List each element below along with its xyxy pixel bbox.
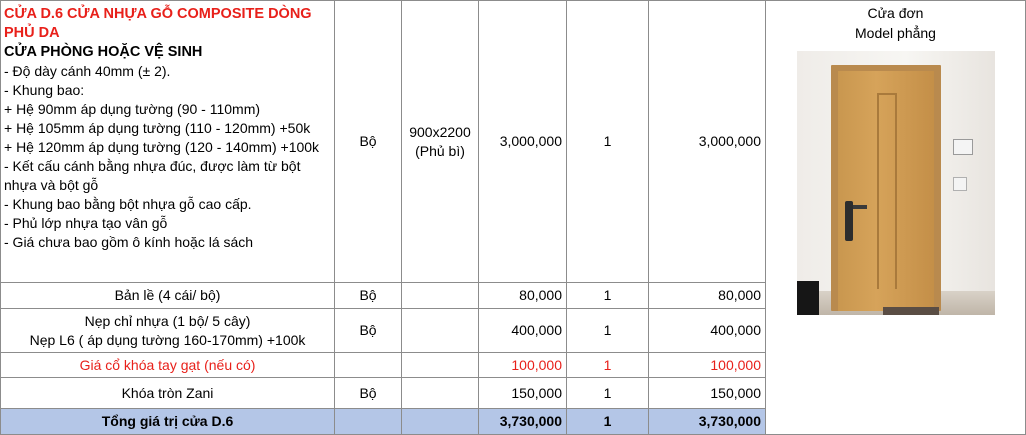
wall-switch bbox=[953, 139, 973, 155]
spec-line: - Khung bao bằng bột nhựa gỗ cao cấp. bbox=[4, 196, 252, 212]
row-hinge-size bbox=[402, 283, 479, 309]
row-lever-size bbox=[402, 353, 479, 378]
trim-line: Nẹp chỉ nhựa (1 bộ/ 5 cây) bbox=[84, 312, 251, 329]
total-amount: 3,730,000 bbox=[649, 409, 766, 435]
row-trim-name bbox=[1, 309, 335, 353]
photo-cabinet bbox=[797, 281, 819, 315]
row-hinge-unit: Bộ bbox=[335, 283, 402, 309]
row-trim-price: 400,000 bbox=[479, 309, 567, 353]
row-lever-price: 100,000 bbox=[479, 353, 567, 378]
door-lock bbox=[845, 201, 853, 241]
total-qty: 1 bbox=[567, 409, 649, 435]
product-subtitle: CỬA PHÒNG HOẶC VỆ SINH bbox=[4, 44, 203, 60]
product-price: 3,000,000 bbox=[479, 1, 567, 283]
product-qty: 1 bbox=[567, 1, 649, 283]
row-hinge-name: Bản lề (4 cái/ bộ) bbox=[1, 283, 335, 309]
row-hinge-price: 80,000 bbox=[479, 283, 567, 309]
row-trim-unit: Bộ bbox=[335, 309, 402, 353]
size-note: (Phủ bì) bbox=[415, 142, 465, 159]
product-title: CỬA D.6 CỬA NHỰA GỖ COMPOSITE DÒNG PHỦ DA bbox=[4, 6, 312, 41]
product-image-cell bbox=[766, 1, 1026, 435]
trim-line: Nẹp L6 ( áp dụng tường 160-170mm) +100k bbox=[29, 331, 306, 348]
door-mat bbox=[883, 307, 939, 315]
row-lever-amount: 100,000 bbox=[649, 353, 766, 378]
total-label: Tổng giá trị cửa D.6 bbox=[1, 409, 335, 435]
row-lock-name: Khóa tròn Zani bbox=[1, 378, 335, 409]
door-handle bbox=[853, 205, 867, 209]
row-trim-qty: 1 bbox=[567, 309, 649, 353]
spec-line: - Giá chưa bao gồm ô kính hoặc lá sách bbox=[4, 234, 254, 250]
spec-line: - Khung bao: bbox=[4, 82, 85, 98]
row-lock-size bbox=[402, 378, 479, 409]
product-amount: 3,000,000 bbox=[649, 1, 766, 283]
row-hinge-amount: 80,000 bbox=[649, 283, 766, 309]
door-groove bbox=[895, 93, 897, 289]
row-lever-name: Giá cổ khóa tay gạt (nếu có) bbox=[1, 353, 335, 378]
product-unit: Bộ bbox=[335, 1, 402, 283]
total-unit bbox=[335, 409, 402, 435]
door-leaf bbox=[838, 71, 934, 311]
size-value: 900x2200 bbox=[409, 123, 471, 140]
row-lever-unit bbox=[335, 353, 402, 378]
row-lock-amount: 150,000 bbox=[649, 378, 766, 409]
product-size bbox=[402, 1, 479, 283]
product-description bbox=[1, 1, 335, 283]
row-lock-unit: Bộ bbox=[335, 378, 402, 409]
row-hinge-qty: 1 bbox=[567, 283, 649, 309]
spec-line: + Hệ 105mm áp dụng tường (110 - 120mm) +50k bbox=[4, 120, 311, 136]
total-size bbox=[402, 409, 479, 435]
spec-line: + Hệ 90mm áp dụng tường (90 - 110mm) bbox=[4, 101, 261, 117]
wall-socket bbox=[953, 177, 967, 191]
row-lock-price: 150,000 bbox=[479, 378, 567, 409]
spec-line: - Kết cấu cánh bằng nhựa đúc, được làm từ bột nhựa và bột gỗ bbox=[4, 158, 301, 193]
total-price: 3,730,000 bbox=[479, 409, 567, 435]
spec-line: - Độ dày cánh 40mm (± 2). bbox=[4, 63, 171, 79]
spec-line: - Phủ lớp nhựa tạo vân gỗ bbox=[4, 215, 168, 231]
row-trim-size bbox=[402, 309, 479, 353]
row-lock-qty: 1 bbox=[567, 378, 649, 409]
door-groove bbox=[877, 93, 897, 95]
row-lever-qty: 1 bbox=[567, 353, 649, 378]
row-trim-amount: 400,000 bbox=[649, 309, 766, 353]
door-photo bbox=[797, 51, 995, 315]
image-caption-model: Model phẳng bbox=[855, 25, 936, 41]
door-groove bbox=[877, 93, 879, 289]
spec-line: + Hệ 120mm áp dụng tường (120 - 140mm) +100k bbox=[4, 139, 320, 155]
image-caption-type: Cửa đơn bbox=[867, 5, 924, 21]
